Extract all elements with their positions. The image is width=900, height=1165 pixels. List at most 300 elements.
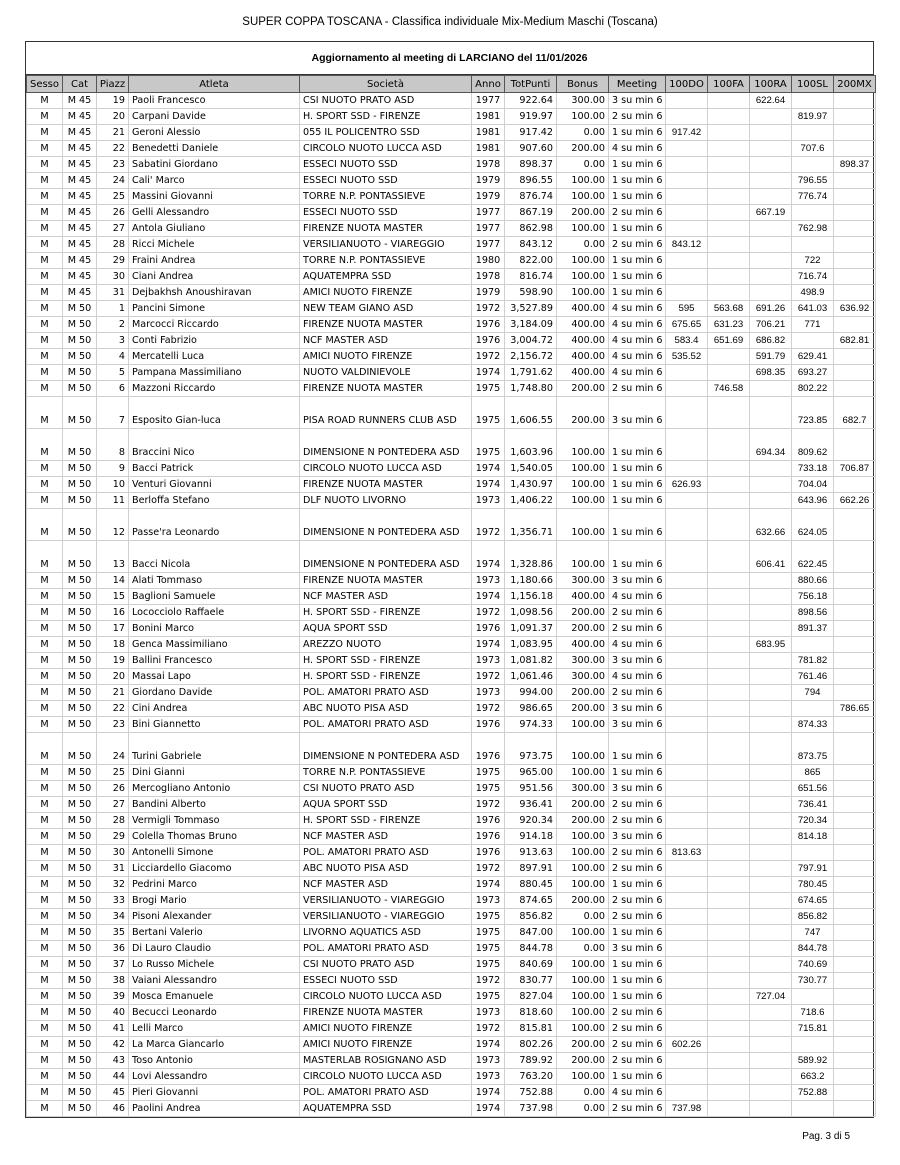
cell-200mx [834,509,876,541]
cell-sesso: M [27,301,63,317]
cell-100sl: 716.74 [792,269,834,285]
cell-meeting: 4 su min 6 [609,141,666,157]
cell-100do [666,93,708,109]
col-header-100do: 100DO [666,76,708,93]
cell-100do [666,877,708,893]
cell-anno: 1974 [472,541,505,573]
col-header-100sl: 100SL [792,76,834,93]
cell-100fa [708,845,750,861]
cell-100ra: 622.64 [750,93,792,109]
cell-cat: M 50 [63,861,97,877]
cell-200mx [834,717,876,733]
cell-100ra: 694.34 [750,429,792,461]
cell-100sl [792,637,834,653]
cell-100ra [750,941,792,957]
cell-100sl: 780.45 [792,877,834,893]
cell-100do [666,173,708,189]
cell-meeting: 1 su min 6 [609,1069,666,1085]
cell-cat: M 50 [63,1053,97,1069]
col-header-200mx: 200MX [834,76,876,93]
cell-anno: 1975 [472,925,505,941]
cell-100ra [750,925,792,941]
cell-bonus: 400.00 [557,637,609,653]
cell-cat: M 50 [63,941,97,957]
cell-atleta: Esposito Gian-luca [129,397,300,429]
cell-100fa [708,429,750,461]
cell-meeting: 1 su min 6 [609,157,666,173]
cell-piazz: 14 [97,573,129,589]
cell-100fa [708,493,750,509]
cell-cat: M 50 [63,605,97,621]
cell-totpunti: 974.33 [505,717,557,733]
cell-100do [666,813,708,829]
cell-200mx [834,669,876,685]
cell-100ra [750,397,792,429]
cell-200mx [834,477,876,493]
cell-cat: M 50 [63,733,97,765]
cell-bonus: 100.00 [557,109,609,125]
cell-200mx [834,653,876,669]
cell-anno: 1976 [472,317,505,333]
cell-100do: 813.63 [666,845,708,861]
cell-cat: M 50 [63,781,97,797]
table-row [27,1021,876,1037]
cell-sesso: M [27,909,63,925]
cell-100fa [708,285,750,301]
cell-cat: M 45 [63,93,97,109]
cell-anno: 1976 [472,621,505,637]
cell-totpunti: 1,156.18 [505,589,557,605]
table-row [27,221,876,237]
cell-100fa: 563.68 [708,301,750,317]
cell-100sl: 802.22 [792,381,834,397]
cell-societa: AQUA SPORT SSD [300,797,472,813]
cell-totpunti: 1,748.80 [505,381,557,397]
cell-100do [666,829,708,845]
table-row [27,1069,876,1085]
cell-anno: 1974 [472,1037,505,1053]
cell-100ra [750,669,792,685]
cell-100sl: 722 [792,253,834,269]
cell-100ra [750,269,792,285]
cell-sesso: M [27,765,63,781]
cell-100sl: 589.92 [792,1053,834,1069]
cell-cat: M 50 [63,893,97,909]
col-header-piazz: Piazz [97,76,129,93]
cell-100sl: 776.74 [792,189,834,205]
cell-200mx [834,189,876,205]
cell-bonus: 100.00 [557,877,609,893]
cell-100do [666,205,708,221]
cell-bonus: 0.00 [557,125,609,141]
table-row [27,253,876,269]
cell-totpunti: 818.60 [505,1005,557,1021]
cell-bonus: 100.00 [557,253,609,269]
cell-piazz: 24 [97,733,129,765]
table-row [27,541,876,573]
cell-societa: POL. AMATORI PRATO ASD [300,1085,472,1101]
table-row [27,973,876,989]
cell-piazz: 1 [97,301,129,317]
table-row [27,733,876,765]
cell-100sl: 797.91 [792,861,834,877]
cell-100sl: 873.75 [792,733,834,765]
cell-sesso: M [27,349,63,365]
cell-piazz: 24 [97,173,129,189]
cell-societa: FIRENZE NUOTA MASTER [300,221,472,237]
cell-societa: H. SPORT SSD - FIRENZE [300,669,472,685]
table-row [27,349,876,365]
cell-100do [666,109,708,125]
cell-societa: H. SPORT SSD - FIRENZE [300,813,472,829]
cell-piazz: 28 [97,237,129,253]
cell-100fa [708,573,750,589]
cell-100do [666,653,708,669]
cell-anno: 1980 [472,253,505,269]
cell-sesso: M [27,877,63,893]
cell-meeting: 3 su min 6 [609,397,666,429]
cell-100sl [792,93,834,109]
cell-meeting: 2 su min 6 [609,1101,666,1117]
cell-totpunti: 802.26 [505,1037,557,1053]
cell-anno: 1975 [472,957,505,973]
cell-100sl: 762.98 [792,221,834,237]
cell-societa: VERSILIANUOTO - VIAREGGIO [300,893,472,909]
cell-totpunti: 1,091.37 [505,621,557,637]
cell-meeting: 3 su min 6 [609,829,666,845]
cell-sesso: M [27,189,63,205]
cell-atleta: Ciani Andrea [129,269,300,285]
cell-societa: FIRENZE NUOTA MASTER [300,573,472,589]
table-row [27,765,876,781]
cell-societa: POL. AMATORI PRATO ASD [300,685,472,701]
cell-anno: 1974 [472,365,505,381]
cell-100do [666,973,708,989]
cell-anno: 1972 [472,605,505,621]
cell-200mx [834,109,876,125]
cell-100sl: 736.41 [792,797,834,813]
cell-200mx [834,973,876,989]
cell-100sl: 819.97 [792,109,834,125]
table-row [27,605,876,621]
cell-200mx [834,1005,876,1021]
cell-200mx [834,541,876,573]
cell-100do [666,269,708,285]
cell-100do [666,189,708,205]
cell-anno: 1975 [472,781,505,797]
cell-100ra [750,957,792,973]
cell-sesso: M [27,173,63,189]
cell-100fa [708,141,750,157]
cell-anno: 1972 [472,1021,505,1037]
cell-totpunti: 874.65 [505,893,557,909]
cell-cat: M 50 [63,509,97,541]
cell-200mx: 898.37 [834,157,876,173]
cell-cat: M 45 [63,125,97,141]
table-row [27,573,876,589]
cell-anno: 1973 [472,573,505,589]
cell-meeting: 4 su min 6 [609,637,666,653]
col-header-societa: Società [300,76,472,93]
cell-societa: FIRENZE NUOTA MASTER [300,1005,472,1021]
cell-meeting: 1 su min 6 [609,477,666,493]
cell-piazz: 43 [97,1053,129,1069]
cell-atleta: Genca Massimiliano [129,637,300,653]
cell-sesso: M [27,157,63,173]
cell-sesso: M [27,637,63,653]
cell-100sl: 794 [792,685,834,701]
cell-100do [666,573,708,589]
cell-200mx [834,957,876,973]
col-header-100ra: 100RA [750,76,792,93]
cell-piazz: 35 [97,925,129,941]
cell-100fa [708,877,750,893]
cell-100ra: 698.35 [750,365,792,381]
cell-100ra [750,125,792,141]
cell-100sl: 663.2 [792,1069,834,1085]
cell-societa: ABC NUOTO PISA ASD [300,861,472,877]
cell-bonus: 100.00 [557,861,609,877]
cell-piazz: 39 [97,989,129,1005]
cell-anno: 1975 [472,989,505,1005]
table-row [27,141,876,157]
table-row [27,237,876,253]
table-row [27,637,876,653]
cell-200mx [834,205,876,221]
cell-cat: M 45 [63,173,97,189]
cell-bonus: 200.00 [557,813,609,829]
cell-totpunti: 862.98 [505,221,557,237]
cell-atleta: Pampana Massimiliano [129,365,300,381]
cell-piazz: 27 [97,221,129,237]
cell-atleta: Bonini Marco [129,621,300,637]
cell-200mx [834,733,876,765]
cell-meeting: 1 su min 6 [609,877,666,893]
cell-cat: M 50 [63,1005,97,1021]
cell-100fa [708,637,750,653]
cell-bonus: 100.00 [557,1005,609,1021]
cell-meeting: 1 su min 6 [609,221,666,237]
cell-100fa [708,205,750,221]
cell-cat: M 45 [63,237,97,253]
table-row [27,1101,876,1117]
cell-atleta: Pieri Giovanni [129,1085,300,1101]
table-row [27,317,876,333]
table-row [27,877,876,893]
cell-meeting: 3 su min 6 [609,93,666,109]
cell-cat: M 50 [63,493,97,509]
cell-anno: 1977 [472,205,505,221]
cell-cat: M 50 [63,653,97,669]
cell-anno: 1973 [472,493,505,509]
cell-cat: M 50 [63,1101,97,1117]
cell-piazz: 45 [97,1085,129,1101]
cell-cat: M 50 [63,333,97,349]
cell-100sl: 629.41 [792,349,834,365]
cell-bonus: 100.00 [557,973,609,989]
cell-atleta: Lovi Alessandro [129,1069,300,1085]
cell-100fa [708,669,750,685]
cell-100do [666,957,708,973]
cell-cat: M 45 [63,253,97,269]
cell-100do [666,941,708,957]
cell-bonus: 200.00 [557,701,609,717]
cell-piazz: 34 [97,909,129,925]
cell-totpunti: 1,081.82 [505,653,557,669]
table-row [27,381,876,397]
cell-100fa [708,477,750,493]
cell-bonus: 100.00 [557,509,609,541]
cell-sesso: M [27,893,63,909]
cell-sesso: M [27,93,63,109]
cell-anno: 1976 [472,733,505,765]
cell-sesso: M [27,237,63,253]
cell-200mx [834,125,876,141]
cell-sesso: M [27,813,63,829]
cell-bonus: 200.00 [557,605,609,621]
cell-100do [666,893,708,909]
cell-totpunti: 1,180.66 [505,573,557,589]
cell-100sl: 693.27 [792,365,834,381]
cell-atleta: Antonelli Simone [129,845,300,861]
cell-100do [666,717,708,733]
cell-sesso: M [27,253,63,269]
cell-100sl: 874.33 [792,717,834,733]
cell-totpunti: 1,406.22 [505,493,557,509]
cell-100do [666,1085,708,1101]
cell-anno: 1973 [472,1053,505,1069]
cell-100fa [708,397,750,429]
cell-societa: NCF MASTER ASD [300,829,472,845]
cell-200mx [834,173,876,189]
cell-200mx [834,1069,876,1085]
cell-totpunti: 965.00 [505,765,557,781]
cell-piazz: 18 [97,637,129,653]
cell-cat: M 50 [63,845,97,861]
cell-100ra: 591.79 [750,349,792,365]
cell-atleta: Ballini Francesco [129,653,300,669]
cell-societa: NCF MASTER ASD [300,877,472,893]
table-row [27,333,876,349]
cell-anno: 1972 [472,861,505,877]
cell-piazz: 36 [97,941,129,957]
cell-anno: 1975 [472,765,505,781]
cell-societa: NUOTO VALDINIEVOLE [300,365,472,381]
cell-societa: CIRCOLO NUOTO LUCCA ASD [300,1069,472,1085]
cell-100ra: 691.26 [750,301,792,317]
cell-totpunti: 922.64 [505,93,557,109]
cell-meeting: 1 su min 6 [609,189,666,205]
cell-atleta: Marcocci Riccardo [129,317,300,333]
cell-meeting: 3 su min 6 [609,701,666,717]
cell-societa: H. SPORT SSD - FIRENZE [300,109,472,125]
cell-anno: 1972 [472,301,505,317]
table-row [27,189,876,205]
cell-cat: M 50 [63,717,97,733]
cell-200mx: 662.26 [834,493,876,509]
table-row [27,589,876,605]
cell-100sl [792,845,834,861]
cell-100ra [750,109,792,125]
table-row [27,685,876,701]
cell-societa: CSI NUOTO PRATO ASD [300,93,472,109]
cell-totpunti: 3,184.09 [505,317,557,333]
cell-atleta: Ricci Michele [129,237,300,253]
cell-societa: ESSECI NUOTO SSD [300,205,472,221]
cell-cat: M 45 [63,269,97,285]
cell-cat: M 50 [63,397,97,429]
cell-anno: 1976 [472,813,505,829]
cell-societa: AMICI NUOTO FIRENZE [300,1021,472,1037]
cell-meeting: 2 su min 6 [609,237,666,253]
cell-100ra [750,877,792,893]
cell-100fa [708,941,750,957]
cell-bonus: 100.00 [557,285,609,301]
cell-cat: M 45 [63,285,97,301]
col-header-cat: Cat [63,76,97,93]
cell-societa: DIMENSIONE N PONTEDERA ASD [300,429,472,461]
cell-atleta: Venturi Giovanni [129,477,300,493]
cell-100fa [708,589,750,605]
cell-100fa [708,893,750,909]
cell-100fa [708,973,750,989]
cell-sesso: M [27,717,63,733]
cell-cat: M 50 [63,381,97,397]
cell-100sl: 707.6 [792,141,834,157]
cell-totpunti: 2,156.72 [505,349,557,365]
cell-totpunti: 1,540.05 [505,461,557,477]
cell-totpunti: 1,098.56 [505,605,557,621]
cell-100fa [708,1037,750,1053]
cell-cat: M 50 [63,957,97,973]
cell-sesso: M [27,461,63,477]
cell-sesso: M [27,269,63,285]
cell-bonus: 200.00 [557,685,609,701]
cell-bonus: 100.00 [557,477,609,493]
cell-100fa: 631.23 [708,317,750,333]
cell-piazz: 46 [97,1101,129,1117]
document-title: SUPER COPPA TOSCANA - Classifica individuale Mix-Medium Maschi (Toscana) [242,16,658,28]
cell-societa: VERSILIANUOTO - VIAREGGIO [300,237,472,253]
cell-societa: FIRENZE NUOTA MASTER [300,317,472,333]
cell-societa: ESSECI NUOTO SSD [300,157,472,173]
cell-totpunti: 1,356.71 [505,509,557,541]
cell-100sl: 740.69 [792,957,834,973]
cell-meeting: 2 su min 6 [609,685,666,701]
cell-100ra: 606.41 [750,541,792,573]
cell-sesso: M [27,317,63,333]
table-row [27,909,876,925]
cell-bonus: 100.00 [557,189,609,205]
cell-bonus: 200.00 [557,1053,609,1069]
cell-atleta: Di Lauro Claudio [129,941,300,957]
cell-meeting: 2 su min 6 [609,205,666,221]
cell-atleta: Braccini Nico [129,429,300,461]
cell-meeting: 3 su min 6 [609,941,666,957]
cell-sesso: M [27,701,63,717]
cell-100fa [708,861,750,877]
cell-piazz: 15 [97,589,129,605]
cell-100ra: 727.04 [750,989,792,1005]
cell-200mx [834,573,876,589]
cell-bonus: 100.00 [557,717,609,733]
cell-sesso: M [27,685,63,701]
cell-sesso: M [27,541,63,573]
cell-totpunti: 986.65 [505,701,557,717]
cell-anno: 1977 [472,221,505,237]
cell-100sl: 761.46 [792,669,834,685]
cell-100sl [792,205,834,221]
